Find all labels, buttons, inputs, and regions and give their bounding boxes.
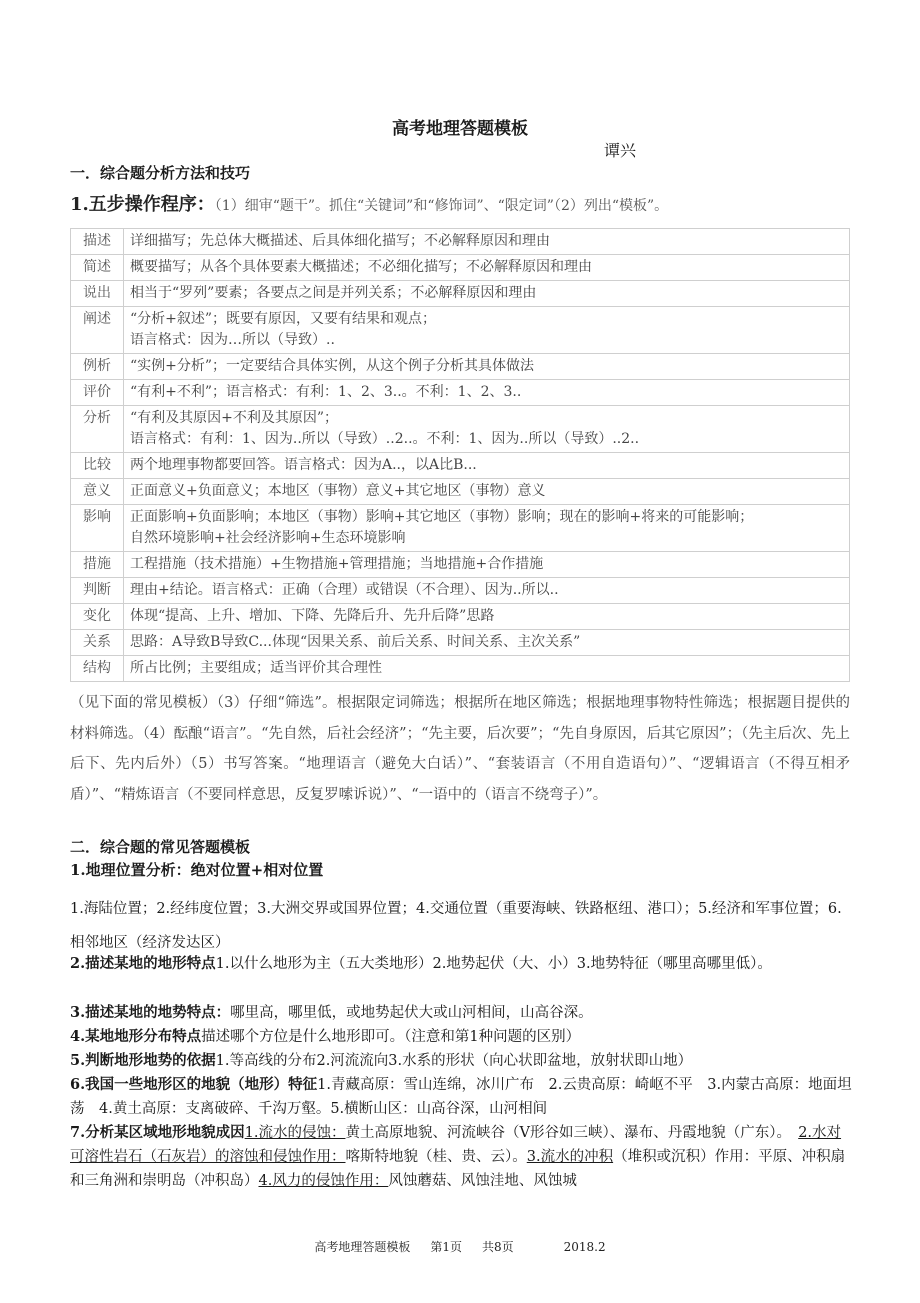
q3 [70, 1001, 852, 1025]
term-cell: 分析 [71, 406, 124, 453]
definition-cell [124, 479, 850, 505]
table-row [71, 604, 850, 630]
q7-item1-label: 1.流水的侵蚀： [244, 1125, 346, 1141]
author: 谭兴 [604, 141, 637, 160]
term-cell: 意义 [71, 479, 124, 505]
table-row [71, 307, 850, 354]
table-row [71, 656, 850, 682]
definition-cell [124, 656, 850, 682]
definition-line: 正面影响+负面影响；本地区（事物）影响+其它地区（事物）影响；现在的影响+将来的可能影响； [130, 509, 754, 525]
q6 [70, 1073, 852, 1121]
q7-item1-text: 黄土高原地貌、河流峡谷（V形谷如三峡）、瀑布、丹霞地貌（广东）。 [345, 1125, 799, 1141]
q2-body: 1.以什么地形为主（五大类地形）2.地势起伏（大、小）3.地势特征（哪里高哪里低）。 [215, 956, 772, 972]
term-cell: 关系 [71, 630, 124, 656]
q3-heading: 3.描述某地的地势特点： [70, 1004, 231, 1021]
page-footer [0, 1238, 920, 1255]
term-cell: 结构 [71, 656, 124, 682]
definition-line: “分析+叙述”；既要有原因，又要有结果和观点； [130, 311, 437, 327]
q3-body: 哪里高，哪里低，或地势起伏大或山河相间，山高谷深。 [230, 1005, 593, 1021]
q7-item4-text: 风蚀蘑菇、风蚀洼地、风蚀城 [388, 1173, 577, 1189]
table-row [71, 453, 850, 479]
term-cell: 说出 [71, 281, 124, 307]
term-cell: 变化 [71, 604, 124, 630]
page-title: 高考地理答题模板 [392, 119, 528, 139]
q7-heading: 7.分析某区域地形地貌成因 [70, 1124, 245, 1141]
five-step-heading: 1.五步操作程序： [70, 194, 215, 215]
definition-cell [124, 604, 850, 630]
definition-line: “实例+分析”；一定要结合具体实例，从这个例子分析其具体做法 [130, 358, 535, 374]
term-cell: 描述 [71, 229, 124, 255]
term-cell: 阐述 [71, 307, 124, 354]
table-row [71, 354, 850, 380]
table-row [71, 255, 850, 281]
table-row [71, 578, 850, 604]
term-cell: 比较 [71, 453, 124, 479]
after-table-paragraph: （见下面的常见模板）（3）仔细“筛选”。根据限定词筛选；根据所在地区筛选；根据地理事物特性筛选；根据题目提供的材料筛选。（4）酝酿“语言”。“先自然，后社会经济”；“先主要，后次要”；“先自身原因，后其它原因”；（先主后次、先上后下、先内后外）（5）书写答案。“地理语言（避免大白话）”、“套装语言（不用自造语句）”、“逻辑语言（不得互相矛盾）”、“精炼语言（不要同样意思，反复罗嗦诉说）”、“一语中的（语言不绕弯子）”。 [70, 695, 850, 803]
definition-cell [124, 307, 850, 354]
term-cell: 评价 [71, 380, 124, 406]
table-row [71, 479, 850, 505]
table-row [71, 406, 850, 453]
definition-line: “有利+不利”；语言格式：有利：1、2、3..。不利：1、2、3.. [130, 384, 522, 400]
footer-total: 共8页 [482, 1240, 514, 1254]
definition-line: 工程措施（技术措施）+生物措施+管理措施；当地措施+合作措施 [130, 556, 544, 572]
q4-heading: 4.某地地形分布特点 [70, 1028, 202, 1045]
definition-line: 语言格式：有利：1、因为..所以（导致）..2..。不利：1、因为..所以（导致）..2.. [130, 431, 640, 447]
definition-line: 理由+结论。语言格式：正确（合理）或错误（不合理）、因为..所以.. [130, 582, 559, 598]
definition-cell [124, 281, 850, 307]
section2-heading: 二．综合题的常见答题模板 [70, 838, 251, 856]
table-row [71, 281, 850, 307]
definition-cell [124, 505, 850, 552]
q7-item2-text: 喀斯特地貌（桂、贵、云）。 [345, 1149, 527, 1165]
term-table [70, 228, 850, 682]
five-step-text: （1）细审“题干”。抓住“关键词”和“修饰词”、“限定词”（2）列出“模板”。 [214, 198, 669, 214]
q6-heading: 6.我国一些地形区的地貌（地形）特征 [70, 1076, 318, 1093]
section1-heading: 一．综合题分析方法和技巧 [70, 164, 251, 182]
definition-cell [124, 578, 850, 604]
q1-heading: 1.地理位置分析：绝对位置+相对位置 [70, 861, 324, 879]
definition-cell [124, 229, 850, 255]
q5-body: 1.等高线的分布2.河流流向3.水系的形状（向心状即盆地，放射状即山地） [215, 1053, 693, 1069]
term-cell: 措施 [71, 552, 124, 578]
table-row [71, 505, 850, 552]
definition-line: 体现“提高、上升、增加、下降、先降后升、先升后降”思路 [130, 608, 495, 624]
q5 [70, 1049, 852, 1073]
term-cell: 判断 [71, 578, 124, 604]
term-cell: 简述 [71, 255, 124, 281]
term-cell: 例析 [71, 354, 124, 380]
table-row [71, 630, 850, 656]
definition-line: 正面意义+负面意义；本地区（事物）意义+其它地区（事物）意义 [130, 483, 546, 499]
definition-line: 详细描写；先总体大概描述、后具体细化描写；不必解释原因和理由 [130, 233, 550, 249]
table-row [71, 229, 850, 255]
table-row [71, 380, 850, 406]
table-row [71, 552, 850, 578]
q1-body: 1.海陆位置；2.经纬度位置；3.大洲交界或国界位置；4.交通位置（重要海峡、铁路枢纽、港口）；5.经济和军事位置；6.相邻地区（经济发达区） [70, 901, 842, 951]
definition-line: 自然环境影响+社会经济影响+生态环境影响 [130, 530, 406, 546]
q2 [70, 952, 852, 976]
definition-cell [124, 630, 850, 656]
term-cell: 影响 [71, 505, 124, 552]
q7-item3-text: （堆积或沉积）作用：平原、冲积扇和三角洲和崇明岛（冲积岛） [70, 1149, 846, 1189]
q7 [70, 1121, 852, 1193]
definition-line: “有利及其原因+不利及其原因”； [130, 410, 339, 426]
definition-cell [124, 255, 850, 281]
definition-line: 语言格式：因为…所以（导致）.. [130, 332, 335, 348]
definition-cell [124, 380, 850, 406]
footer-date: 2018.2 [563, 1240, 606, 1254]
definition-cell [124, 406, 850, 453]
footer-page: 第1页 [430, 1240, 462, 1254]
q6-body: 1.青藏高原：雪山连绵，冰川广布 2.云贵高原：崎岖不平 3.内蒙古高原：地面坦荡 4.黄土高原：支离破碎、千沟万壑。5.横断山区：山高谷深，山河相间 [70, 1077, 852, 1117]
q2-heading: 2.描述某地的地形特点 [70, 955, 216, 972]
definition-cell [124, 354, 850, 380]
q7-item3-label: 3.流水的冲积 [526, 1149, 614, 1165]
definition-line: 所占比例；主要组成；适当评价其合理性 [130, 660, 382, 676]
q4 [70, 1025, 852, 1049]
footer-doc-title: 高考地理答题模板 [314, 1240, 411, 1254]
q4-body: 描述哪个方位是什么地形即可。（注意和第1种问题的区别） [201, 1029, 581, 1045]
definition-line: 两个地理事物都要回答。语言格式：因为A..，以A比B... [130, 457, 477, 473]
definition-line: 概要描写；从各个具体要素大概描述；不必细化描写；不必解释原因和理由 [130, 259, 592, 275]
q5-heading: 5.判断地形地势的依据 [70, 1052, 216, 1069]
definition-line: 思路：A导致B导致C...体现“因果关系、前后关系、时间关系、主次关系” [130, 634, 581, 650]
definition-cell [124, 552, 850, 578]
definition-line: 相当于“罗列”要素；各要点之间是并列关系；不必解释原因和理由 [130, 285, 537, 301]
five-step-line [70, 190, 870, 216]
q7-item2-label: 2.水对可溶性岩石（石灰岩）的溶蚀和侵蚀作用： [70, 1125, 842, 1165]
q7-item4-label: 4.风力的侵蚀作用： [258, 1173, 389, 1189]
definition-cell [124, 453, 850, 479]
